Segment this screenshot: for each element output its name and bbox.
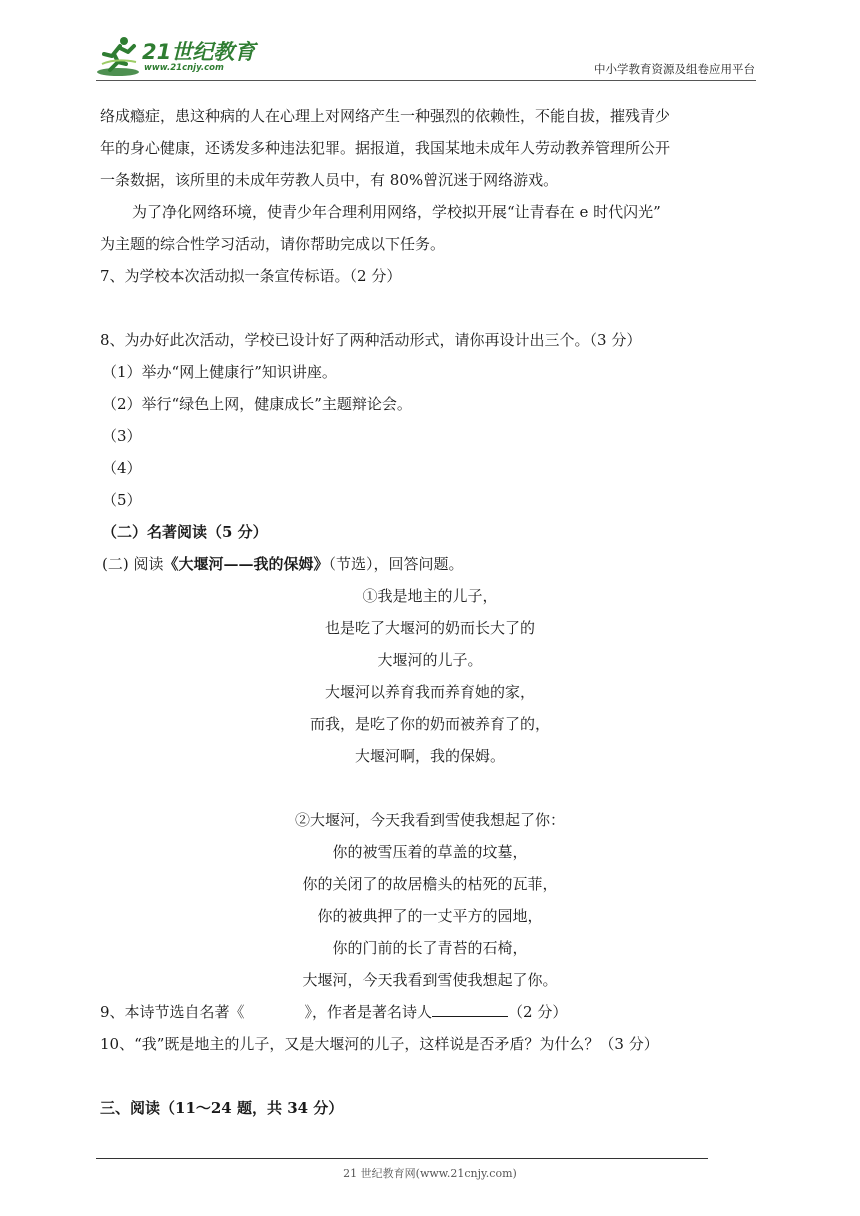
poem-line: 也是吃了大堰河的奶而长大了的 [324,619,535,637]
footer-divider [96,1158,708,1159]
paragraph-line: 一条数据，该所里的未成年劳教人员中，有 80%曾沉迷于网络游戏。 [100,171,559,189]
paragraph-line: 为了净化网络环境，使青少年合理利用网络，学校拟开展“让青春在 e 时代闪光” [132,203,661,221]
poem-line: 大堰河以养育我而养育她的家， [324,683,535,701]
poem-line: 你的关闭了的故居檐头的枯死的瓦菲， [302,875,558,893]
poem-line: 你的被雪压着的草盖的坟墓， [332,843,528,861]
question-8-item: （1）举办“网上健康行”知识讲座。 [102,363,337,381]
site-logo [96,34,266,80]
reading-instruction [102,554,464,574]
question-9-score: （2 分） [508,1003,568,1021]
poem-line: 而我，是吃了你的奶而被养育了的， [309,715,550,733]
answer-blank[interactable] [432,1002,508,1017]
poem-line: ②大堰河，今天我看到雪使我想起了你： [294,811,565,829]
question-8: 8、为办好此次活动，学校已设计好了两种活动形式，请你再设计出三个。（3 分） [100,331,642,349]
section-2-title: （二）名著阅读（5 分） [102,523,268,541]
reading-book-title: 《大堰河——我的保姆》 [163,555,329,573]
reading-suffix: （节选），回答问题。 [328,555,464,573]
paragraph-line: 络成瘾症，患这种病的人在心理上对网络产生一种强烈的依赖性，不能自拔，摧残青少 [100,107,671,125]
question-8-item: （5） [102,491,142,509]
poem-line: 你的门前的长了青苔的石椅， [332,939,528,957]
question-8-item: （3） [102,427,142,445]
poem-line: 大堰河，今天我看到雪使我想起了你。 [302,971,558,989]
section-3-title: 三、阅读（11～24 题，共 34 分） [100,1099,344,1117]
paragraph-line: 年的身心健康，还诱发多种违法犯罪。据报道，我国某地未成年人劳动教养管理所公开 [100,139,671,157]
paragraph-line: 为主题的综合性学习活动，请你帮助完成以下任务。 [100,235,446,253]
question-9 [100,1002,567,1022]
question-8-item: （4） [102,459,142,477]
question-7: 7、为学校本次活动拟一条宣传标语。（2 分） [100,267,402,285]
header-divider [96,80,756,81]
poem-line: 你的被典押了的一丈平方的园地， [317,907,543,925]
poem-line: ①我是地主的儿子， [362,587,498,605]
footer-text: 21 世纪教育网(www.21cnjy.com) [343,1167,517,1180]
logo-url: www.21cnjy.com [144,63,224,73]
question-10: 10、“我”既是地主的儿子，又是大堰河的儿子，这样说是否矛盾？为什么？（3 分） [100,1035,659,1053]
question-8-item: （2）举行“绿色上网，健康成长”主题辩论会。 [102,395,412,413]
question-9-text: 9、本诗节选自名著《 》，作者是著名诗人 [100,1003,433,1021]
poem-line: 大堰河的儿子。 [377,651,483,669]
reading-prefix: (二) 阅读 [102,555,164,573]
runner-logo-icon [96,34,142,78]
poem-line: 大堰河啊，我的保姆。 [354,747,505,765]
header-platform-text: 中小学教育资源及组卷应用平台 [594,62,755,76]
logo-text: 21世纪教育 [142,40,256,64]
